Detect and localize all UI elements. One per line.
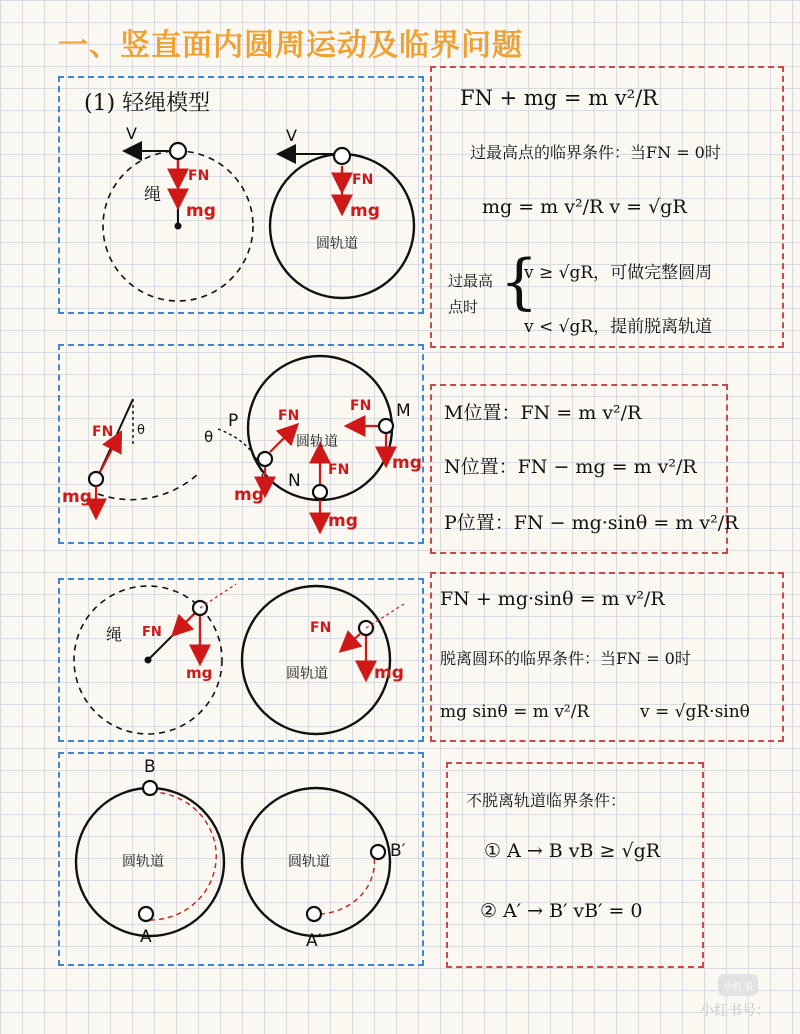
pendulum-arc bbox=[98, 474, 198, 500]
s2-formula-m: M位置：FN = m v²/R bbox=[444, 402, 642, 424]
m-mg-label: mg bbox=[392, 453, 422, 473]
p-tangent-line bbox=[218, 429, 263, 479]
s1-formula-1: FN + mg = m v²/R bbox=[460, 86, 658, 110]
s1-formula-4-label: 过最高点时 bbox=[448, 272, 494, 316]
track-fn-label-3: FN bbox=[310, 620, 332, 636]
s4-formula-head: 不脱离轨道临界条件： bbox=[466, 791, 627, 810]
M-label: M bbox=[396, 401, 411, 421]
track-tangent-3 bbox=[366, 604, 404, 628]
section1-diagram bbox=[58, 76, 420, 310]
track-label-3: 圆轨道 bbox=[286, 666, 328, 682]
N-label: N bbox=[288, 471, 301, 491]
ball-B bbox=[143, 781, 157, 795]
s4-formula-c1: ① A → B vB ≥ √gR bbox=[484, 840, 661, 862]
watermark-text: 小红书号： bbox=[700, 1003, 770, 1019]
section2-diagram bbox=[58, 344, 420, 540]
rope-mg-label-3: mg bbox=[186, 664, 213, 682]
A2-label: A′ bbox=[306, 931, 322, 951]
s1-formula-4a: v ≥ √gR，可做完整圆周 bbox=[524, 263, 713, 283]
pendulum-theta-label: θ bbox=[137, 423, 145, 438]
track-label-1: 圆轨道 bbox=[316, 236, 358, 252]
mg-label-2: mg bbox=[350, 201, 380, 221]
v-label-1: V bbox=[126, 124, 137, 143]
n-mg-label: mg bbox=[328, 511, 358, 531]
pendulum-ball bbox=[89, 472, 103, 486]
n-fn-label: FN bbox=[328, 462, 350, 478]
section3-diagram bbox=[58, 578, 420, 738]
fn-label-1: FN bbox=[188, 168, 210, 184]
ball-A2 bbox=[307, 907, 321, 921]
s1-formula-4b: v < √gR，提前脱离轨道 bbox=[524, 317, 713, 337]
ball-N bbox=[313, 485, 327, 499]
s3-formula-3a: mg sinθ = m v²/R bbox=[440, 702, 590, 722]
track-fn-arrow-3 bbox=[342, 634, 360, 650]
ball-A bbox=[139, 907, 153, 921]
s2-formula-n: N位置：FN − mg = m v²/R bbox=[444, 456, 697, 478]
ball-M bbox=[379, 419, 393, 433]
pendulum-mg-label: mg bbox=[62, 487, 92, 507]
P-label: P bbox=[228, 411, 239, 431]
s2-formula-p: P位置：FN − mg·sinθ = m v²/R bbox=[444, 512, 739, 534]
rope-label-1: 绳 bbox=[144, 185, 161, 205]
rope-label-3: 绳 bbox=[106, 625, 123, 644]
ball-B2 bbox=[371, 845, 385, 859]
rope-center bbox=[175, 223, 182, 230]
p-fn-arrow bbox=[270, 426, 296, 452]
track-ball-1 bbox=[334, 148, 350, 164]
m-fn-label: FN bbox=[350, 398, 372, 414]
rope-ball bbox=[170, 143, 186, 159]
p-fn-label: FN bbox=[278, 408, 300, 424]
rope-fn-label-3: FN bbox=[142, 625, 162, 640]
page-title: 一、竖直面内圆周运动及临界问题 bbox=[58, 28, 523, 63]
fn-label-2: FN bbox=[352, 172, 374, 188]
track-label-4b: 圆轨道 bbox=[288, 854, 330, 870]
s3-formula-3b: v = √gR·sinθ bbox=[640, 702, 750, 722]
track-circle-3 bbox=[242, 586, 390, 734]
track-label-2: 圆轨道 bbox=[296, 434, 338, 450]
s1-formula-3: mg = m v²/R v = √gR bbox=[482, 196, 687, 218]
s3-formula-1: FN + mg·sinθ = m v²/R bbox=[440, 588, 665, 610]
track-label-4a: 圆轨道 bbox=[122, 854, 164, 870]
s4-formula-c2: ② A′ → B′ vB′ = 0 bbox=[480, 900, 643, 922]
p-mg-label: mg bbox=[234, 485, 264, 505]
s1-formula-2: 过最高点的临界条件：当FN = 0时 bbox=[470, 143, 721, 162]
s1-brace: { bbox=[500, 247, 539, 317]
track-mg-label-3: mg bbox=[374, 663, 404, 683]
section1-heading: (1) 轻绳模型 bbox=[84, 91, 211, 116]
mg-label-1: mg bbox=[186, 201, 216, 221]
v-label-2: V bbox=[286, 126, 297, 145]
rope-tangent-3 bbox=[200, 584, 236, 608]
ball-P bbox=[258, 452, 272, 466]
watermark-badge: 小红书 bbox=[718, 974, 758, 996]
pendulum-fn-label: FN bbox=[92, 424, 114, 440]
rope-fn-arrow-3 bbox=[174, 614, 194, 634]
B-label: B bbox=[144, 757, 156, 777]
B2-label: B′ bbox=[390, 841, 406, 861]
s3-formula-2: 脱离圆环的临界条件：当FN = 0时 bbox=[440, 649, 691, 668]
A-label: A bbox=[140, 927, 152, 947]
p-theta-label: θ bbox=[204, 428, 214, 446]
section4-diagram bbox=[58, 752, 420, 962]
rope-center-3 bbox=[145, 657, 152, 664]
